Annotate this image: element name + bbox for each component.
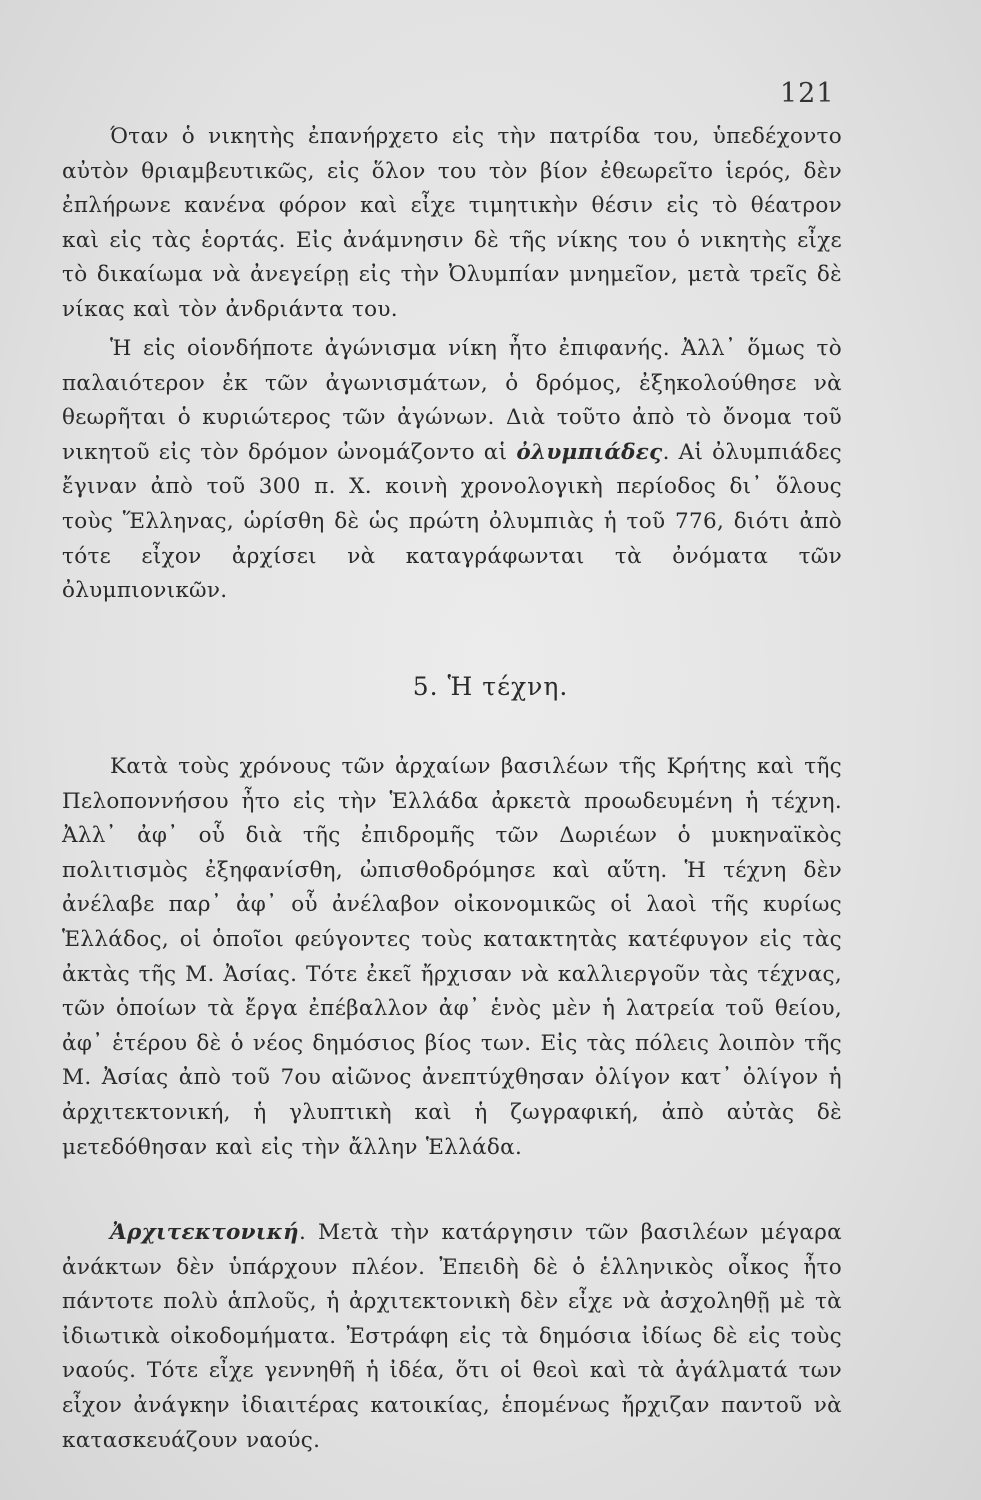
section-heading-text: 5. Ἡ τέχνη.	[412, 672, 569, 701]
text-block-olympiads	[62, 332, 842, 609]
term-olympiades: ὀλυμπιάδες	[516, 439, 663, 465]
paragraph-architecture-body: . Μετὰ τὴν κατάργησιν τῶν βασιλέων μέγαρα ἀνάκτων δὲν ὑπάρχουν πλέον. Ἐπειδὴ δὲ ὁ ἑλληνικὸς οἶκος ἦτο πάντοτε πολὺ ἁπλοῦς, ἡ ἀρχιτεκτονικὴ δὲν εἶχε νὰ ἀσχοληθῇ μὲ τὰ ἰδιωτικὰ οἰκοδομήματα. Ἐστράφη εἰς τὰ δημόσια ἰδίως δὲ εἰς τοὺς ναούς. Τότε εἶχε γεννηθῆ ἡ ἰδέα, ὅτι οἱ θεοὶ καὶ τὰ ἀγάλματά των εἶχον ἀνάγκην ἰδιαιτέρας κατοικίας, ἑπομένως ἤρχιζαν παντοῦ νὰ κατασκευάζουν ναούς.	[62, 1220, 842, 1453]
paragraph-art-history: Κατὰ τοὺς χρόνους τῶν ἀρχαίων βασιλέων τῆς Κρήτης καὶ τῆς Πελοποννήσου ἦτο εἰς τὴν Ἑλλάδα ἀρκετὰ προωδευμένη ἡ τέχνη. Ἀλλ᾽ ἀφ᾽ οὗ διὰ τῆς ἐπιδρομῆς τῶν Δωριέων ὁ μυκηναϊκὸς πολιτισμὸς ἐξηφανίσθη, ὠπισθοδρόμησε καὶ αὕτη. Ἡ τέχνη δὲν ἀνέλαβε παρ᾽ ἀφ᾽ οὗ ἀνέλαβον οἰκονομικῶς οἱ λαοὶ τῆς κυρίως Ἑλλάδος, οἱ ὁποῖοι φεύγοντες τοὺς κατακτητὰς κατέφυγον εἰς τὰς ἀκτὰς τῆς Μ. Ἀσίας. Τότε ἐκεῖ ἤρχισαν νὰ καλλιεργοῦν τὰς τέχνας, τῶν ὁποίων τὰ ἔργα ἐπέβαλλον ἀφ᾽ ἑνὸς μὲν ἡ λατρεία τοῦ θείου, ἀφ᾽ ἑτέρου δὲ ὁ νέος δημόσιος βίος των. Εἰς τὰς πόλεις λοιπὸν τῆς Μ. Ἀσίας ἀπὸ τοῦ 7ου αἰῶνος ἀνεπτύχθησαν ὀλίγον κατ᾽ ὀλίγον ἡ ἀρχιτεκτονική, ἡ γλυπτικὴ καὶ ἡ ζωγραφική, ἀπὸ αὐτὰς δὲ μετεδόθησαν καὶ εἰς τὴν ἄλλην Ἑλλάδα.	[62, 754, 842, 1160]
section-heading	[0, 672, 981, 701]
text-block-architecture	[62, 1216, 842, 1458]
page-number: 121	[780, 78, 835, 109]
text-block-art-history	[62, 750, 842, 1165]
text-block-victor-honors	[62, 120, 842, 328]
paragraph-olympiads-part-2: . Αἱ ὀλυμπιάδες ἔγιναν ἀπὸ τοῦ 300 π. Χ. κοινὴ χρονολογικὴ περίοδος δι᾽ ὅλους τοὺς Ἕλληνας, ὡρίσθη δὲ ὡς πρώτη ὀλυμπιὰς ἡ τοῦ 776, διότι ἀπὸ τότε εἶχον ἀρχίσει νὰ καταγράφωνται τὰ ὀνόματα τῶν ὀλυμπιονικῶν.	[62, 439, 843, 604]
paragraph-olympiads	[62, 332, 842, 609]
paragraph-olympiads-part-1: Ἡ εἰς οἱονδήποτε ἀγώνισμα νίκη ἦτο ἐπιφανής. Ἀλλ᾽ ὅμως τὸ παλαιότερον ἐκ τῶν ἀγωνισμάτων, ὁ δρόμος, ἐξηκολούθησε νὰ θεωρῆται ὁ κυριώτερος τῶν ἀγώνων. Διὰ τοῦτο ἀπὸ τὸ ὄνομα τοῦ νικητοῦ εἰς τὸν δρόμον ὠνομάζοντο αἱ	[62, 336, 842, 465]
term-architektoniki: Ἀρχιτεκτονική	[110, 1220, 299, 1245]
paragraph-architecture	[62, 1216, 842, 1458]
paragraph-victor-honors: Όταν ὁ νικητὴς ἐπανήρχετο εἰς τὴν πατρίδα του, ὑπεδέχοντο αὐτὸν θριαμβευτικῶς, εἰς ὅλον του τὸν βίον ἐθεωρεῖτο ἱερός, δὲν ἐπλήρωνε κανένα φόρον καὶ εἶχε τιμητικὴν θέσιν εἰς τὸ θέατρον καὶ εἰς τὰς ἑορτάς. Εἰς ἀνάμνησιν δὲ τῆς νίκης του ὁ νικητὴς εἶχε τὸ δικαίωμα νὰ ἀνεγείρῃ εἰς τὴν Ὀλυμπίαν μνημεῖον, μετὰ τρεῖς δὲ νίκας καὶ τὸν ἀνδριάντα του.	[62, 124, 842, 322]
